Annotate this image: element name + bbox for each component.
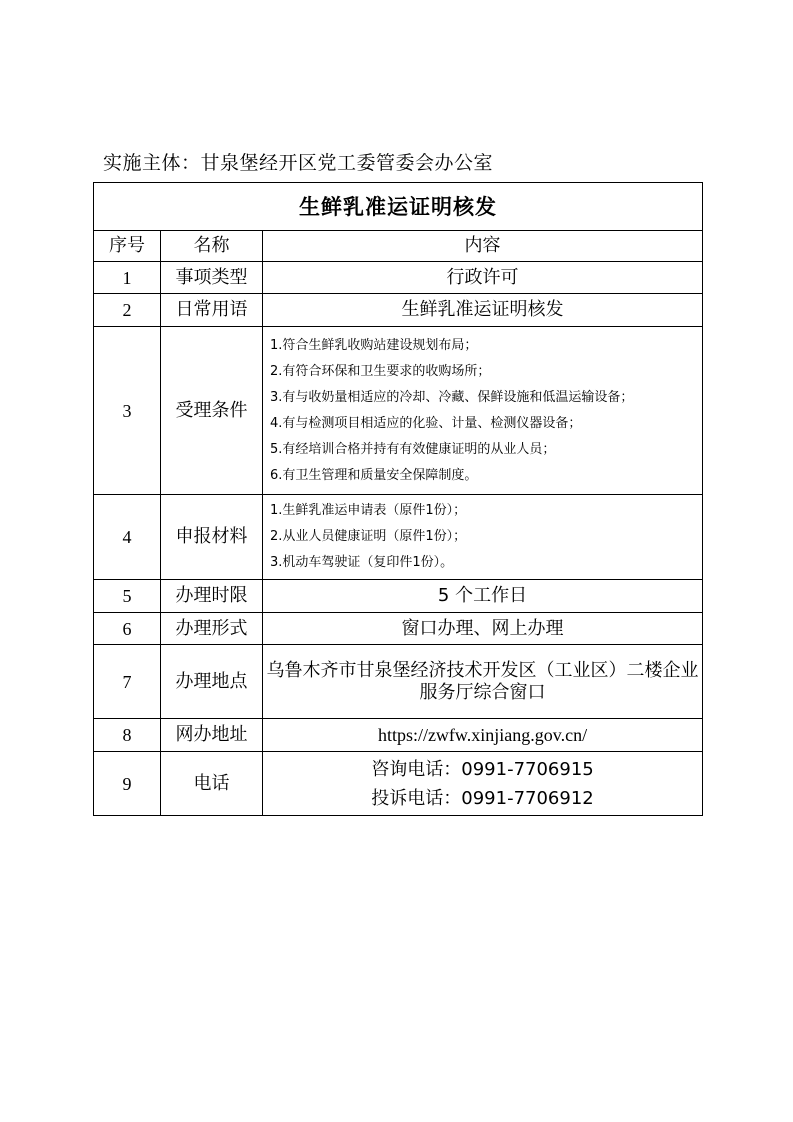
row-content: 行政许可: [263, 262, 703, 294]
row-name: 办理形式: [161, 613, 263, 645]
row-number: 9: [94, 752, 161, 816]
table-header-row: [94, 231, 703, 262]
table-row: [94, 613, 703, 645]
list-item: 5.有经培训合格并持有有效健康证明的从业人员；: [270, 441, 556, 457]
column-header-content: 内容: [263, 231, 703, 262]
row-number: 8: [94, 719, 161, 752]
row-name: 电话: [161, 752, 263, 816]
row-name: 日常用语: [161, 294, 263, 327]
list-item: 1.生鲜乳准运申请表（原件1份）；: [270, 503, 467, 518]
table-row: [94, 645, 703, 719]
table-row: [94, 495, 703, 580]
row-number: 7: [94, 645, 161, 719]
row-number: 4: [94, 495, 161, 580]
table-row: [94, 580, 703, 613]
table-title-row: [94, 183, 703, 231]
table-row: [94, 719, 703, 752]
table-row: [94, 294, 703, 327]
row-number: 1: [94, 262, 161, 294]
table-title: 生鲜乳准运证明核发: [94, 183, 703, 231]
complaint-phone: 投诉电话：0991-7706912: [371, 787, 594, 809]
consult-phone: 咨询电话：0991-7706915: [371, 758, 594, 780]
service-table: [93, 182, 703, 816]
table-row: [94, 327, 703, 495]
row-name: 办理时限: [161, 580, 263, 613]
row-number: 3: [94, 327, 161, 495]
row-name: 事项类型: [161, 262, 263, 294]
list-item: 4.有与检测项目相适应的化验、计量、检测仪器设备；: [270, 415, 582, 431]
list-item: 2.从业人员健康证明（原件1份）；: [270, 529, 467, 544]
conditions-list: [263, 327, 703, 495]
row-number: 6: [94, 613, 161, 645]
row-content: 窗口办理、网上办理: [263, 613, 703, 645]
row-content: 5 个工作日: [263, 580, 703, 613]
column-header-no: 序号: [94, 231, 161, 262]
list-item: 3.机动车驾驶证（复印件1份）。: [270, 555, 454, 570]
phone-list: [263, 752, 703, 816]
row-content: 乌鲁木齐市甘泉堡经济技术开发区（工业区）二楼企业服务厅综合窗口: [263, 645, 703, 719]
row-name: 网办地址: [161, 719, 263, 752]
row-name: 申报材料: [161, 495, 263, 580]
website-url[interactable]: https://zwfw.xinjiang.gov.cn/: [263, 719, 703, 752]
column-header-name: 名称: [161, 231, 263, 262]
list-item: 1.符合生鲜乳收购站建设规划布局；: [270, 337, 478, 353]
implementer-line: 实施主体：甘泉堡经开区党工委管委会办公室: [103, 152, 494, 174]
table-row: [94, 262, 703, 294]
row-name: 办理地点: [161, 645, 263, 719]
list-item: 6.有卫生管理和质量安全保障制度。: [270, 467, 478, 483]
row-number: 2: [94, 294, 161, 327]
row-number: 5: [94, 580, 161, 613]
list-item: 2.有符合环保和卫生要求的收购场所；: [270, 363, 491, 379]
table-row: [94, 752, 703, 816]
row-name: 受理条件: [161, 327, 263, 495]
list-item: 3.有与收奶量相适应的冷却、冷藏、保鲜设施和低温运输设备；: [270, 389, 634, 405]
row-content: 生鲜乳准运证明核发: [263, 294, 703, 327]
materials-list: [263, 495, 703, 580]
